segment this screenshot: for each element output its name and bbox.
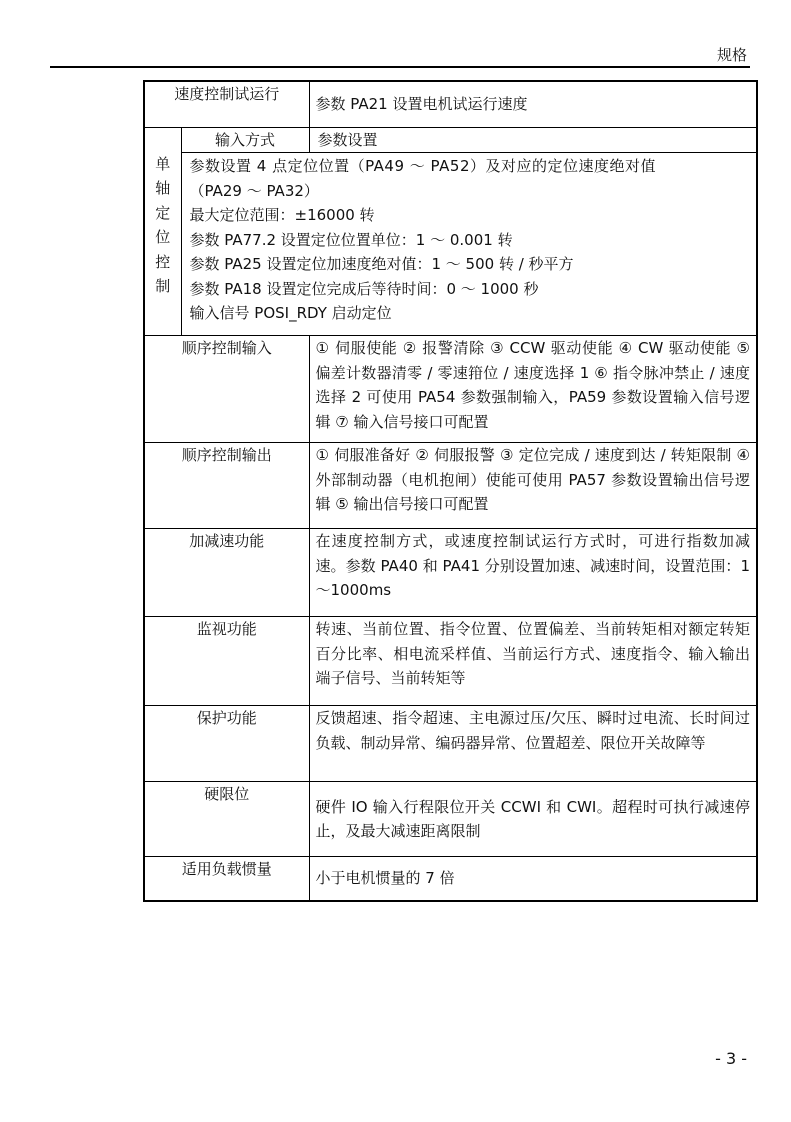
row-content: 参数 PA21 设置电机试运行速度 (309, 81, 757, 127)
row-content: 硬件 IO 输入行程限位开关 CCWI 和 CWI。超程时可执行减速停止，及最大减速距离限制 (309, 782, 757, 857)
specification-table (143, 80, 758, 902)
row-content: 反馈超速、指令超速、主电源过压/欠压、瞬时过电流、长时间过负载、制动异常、编码器异常、位置超差、限位开关故障等 (309, 706, 757, 782)
row-content: ① 伺服使能 ② 报警清除 ③ CCW 驱动使能 ④ CW 驱动使能 ⑤ 偏差计数器清零 / 零速箝位 / 速度选择 1 ⑥ 指令脉冲禁止 / 速度选择 2 可使用 PA54 参数强制输入，PA59 参数设置输入信号逻辑 ⑦ 输入信号接口可配置 (309, 336, 757, 443)
header-divider (50, 66, 750, 68)
table-row-single-axis-header (144, 127, 757, 153)
row-label: 硬限位 (144, 782, 309, 857)
row-content: 转速、当前位置、指令位置、位置偏差、当前转矩相对额定转矩百分比率、相电流采样值、当前运行方式、速度指令、输入输出端子信号、当前转矩等 (309, 617, 757, 706)
row-label: 适用负载惯量 (144, 857, 309, 901)
row-label: 监视功能 (144, 617, 309, 706)
single-axis-label: 单 轴 定 位 控 制 (144, 127, 181, 336)
row-label: 速度控制试运行 (144, 81, 309, 127)
table-row (144, 857, 757, 901)
row-content: 小于电机惯量的 7 倍 (309, 857, 757, 901)
row-label: 保护功能 (144, 706, 309, 782)
table-row (144, 617, 757, 706)
table-row-single-axis-body (144, 153, 757, 336)
table-row (144, 529, 757, 617)
table-row (144, 782, 757, 857)
table-row-speed-test (144, 81, 757, 127)
input-method-label: 输入方式 (181, 127, 309, 153)
table-row (144, 443, 757, 529)
single-axis-content: 参数设置 4 点定位位置（PA49 ～ PA52）及对应的定位速度绝对值 （PA29 ～ PA32） 最大定位范围：±16000 转 参数 PA77.2 设置定位位置单位：1 ～ 0.001 转 参数 PA25 设置定位加速度绝对值：1 ～ 500 转 / 秒平方 参数 PA18 设置定位完成后等待时间：0 ～ 1000 秒 输入信号 POSI_RDY 启动定位 (181, 153, 757, 336)
table-row (144, 336, 757, 443)
row-label: 顺序控制输出 (144, 443, 309, 529)
table-row (144, 706, 757, 782)
row-label: 加减速功能 (144, 529, 309, 617)
page-number: - 3 - (715, 1049, 747, 1068)
row-content: 在速度控制方式，或速度控制试运行方式时，可进行指数加减速。参数 PA40 和 PA41 分别设置加速、减速时间，设置范围：1～1000ms (309, 529, 757, 617)
input-method-value: 参数设置 (309, 127, 757, 153)
row-content: ① 伺服准备好 ② 伺服报警 ③ 定位完成 / 速度到达 / 转矩限制 ④ 外部制动器（电机抱闸）使能可使用 PA57 参数设置输出信号逻辑 ⑤ 输出信号接口可配置 (309, 443, 757, 529)
row-label: 顺序控制输入 (144, 336, 309, 443)
section-title: 规格 (716, 46, 747, 64)
